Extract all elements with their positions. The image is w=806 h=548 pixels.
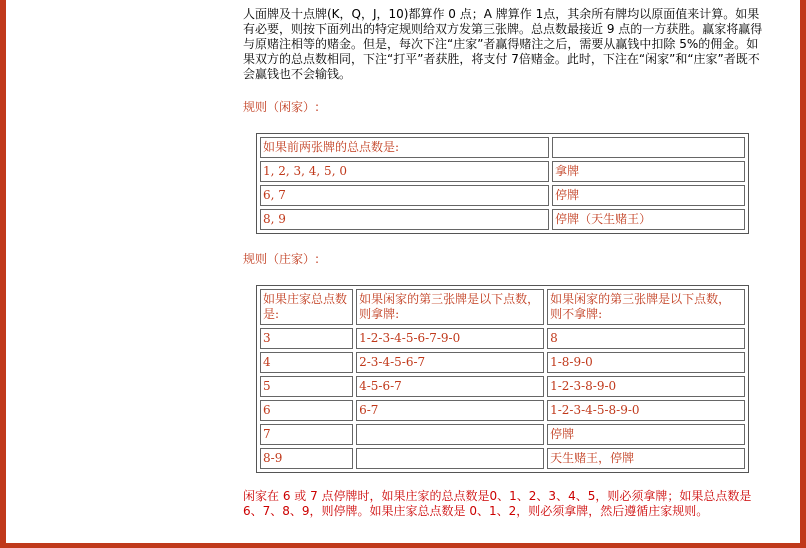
table-cell: 8 [547, 328, 745, 349]
player-rule-title: 规则（闲家）: [243, 100, 320, 114]
table-row [260, 209, 745, 230]
table-cell: 5 [260, 376, 353, 397]
intro-paragraph: 人面牌及十点牌(K，Q，J，10)都算作 0 点；A 牌算作 1点，其余所有牌均以原面值来计算。如果有必要，则按下面列出的特定规则给双方发第三张牌。总点数最接近 9 点的一方获胜。赢家将赢得与原赌注相等的赌金。但是，每次下注“庄家”者赢得赌注之后，需要从赢钱中扣除 5%的佣金。如果双方的总点数相同，下注“打平”者获胜，将支付 7倍赌金。此时，下注在“闲家”和“庄家”者既不会赢钱也不会输钱。 [243, 7, 763, 81]
table-row [260, 161, 745, 182]
table-cell [356, 424, 544, 445]
table-cell: 1, 2, 3, 4, 5, 0 [260, 161, 549, 182]
table-cell: 停牌 [547, 424, 745, 445]
table-header-cell: 如果闲家的第三张牌是以下点数，则拿牌: [356, 289, 544, 325]
table-cell: 8-9 [260, 448, 353, 469]
table-cell: 7 [260, 424, 353, 445]
table-cell: 1-2-3-4-5-6-7-9-0 [356, 328, 544, 349]
banker-rules-table [256, 285, 749, 473]
left-frame-border [0, 0, 6, 548]
table-cell: 1-8-9-0 [547, 352, 745, 373]
table-row [260, 137, 745, 158]
table-row [260, 376, 745, 397]
table-cell: 6-7 [356, 400, 544, 421]
table-cell: 6 [260, 400, 353, 421]
footer-note: 闲家在 6 或 7 点停牌时，如果庄家的总点数是0、1、2、3、4、5，则必须拿牌；如果总点数是 6、7、8、9，则停牌。如果庄家总点数是 0、1、2，则必须拿牌，然后遵循庄家规则。 [243, 489, 752, 518]
table-cell [356, 448, 544, 469]
table-header-cell: 如果闲家的第三张牌是以下点数，则不拿牌: [547, 289, 745, 325]
table-row [260, 185, 745, 206]
table-cell: 停牌（天生赌王） [552, 209, 745, 230]
table-cell: 1-2-3-4-5-8-9-0 [547, 400, 745, 421]
table-cell: 1-2-3-8-9-0 [547, 376, 745, 397]
table-header-cell: 如果前两张牌的总点数是: [260, 137, 549, 158]
table-row [260, 289, 745, 325]
table-cell: 4 [260, 352, 353, 373]
table-header-cell [552, 137, 745, 158]
table-row [260, 448, 745, 469]
table-cell: 8, 9 [260, 209, 549, 230]
player-rules-table [256, 133, 749, 234]
rules-content [243, 7, 763, 519]
right-frame-border [800, 0, 806, 548]
table-cell: 2-3-4-5-6-7 [356, 352, 544, 373]
table-cell: 4-5-6-7 [356, 376, 544, 397]
table-cell: 停牌 [552, 185, 745, 206]
table-row [260, 400, 745, 421]
table-cell: 天生赌王，停牌 [547, 448, 745, 469]
table-cell: 拿牌 [552, 161, 745, 182]
banker-rule-title: 规则（庄家）: [243, 252, 320, 266]
table-cell: 6, 7 [260, 185, 549, 206]
table-row [260, 424, 745, 445]
table-header-cell: 如果庄家总点数是: [260, 289, 353, 325]
table-cell: 3 [260, 328, 353, 349]
table-row [260, 352, 745, 373]
bottom-frame-border [0, 543, 806, 548]
table-row [260, 328, 745, 349]
